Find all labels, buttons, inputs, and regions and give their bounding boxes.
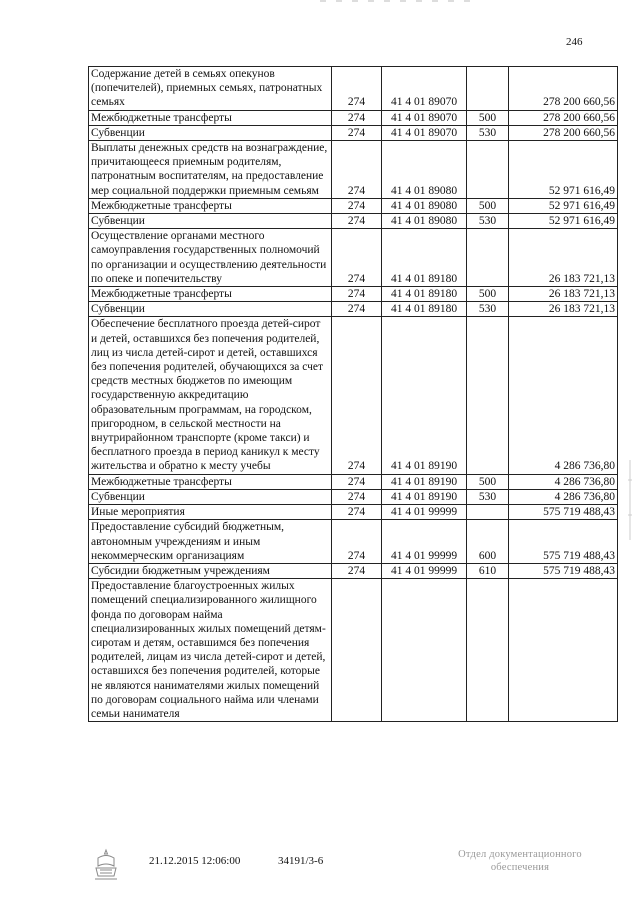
stamp-line-2: обеспечения xyxy=(490,862,550,873)
row-name-cell: Иные мероприятия xyxy=(89,505,332,520)
row-sum-cell: 4 286 736,80 xyxy=(509,474,618,489)
row-name-cell: Межбюджетные трансферты xyxy=(89,287,332,302)
scan-margin-mark xyxy=(625,460,635,540)
row-sum-cell: 278 200 660,56 xyxy=(509,67,618,111)
row-sum-cell: 52 971 616,49 xyxy=(509,198,618,213)
row-sum-cell: 26 183 721,13 xyxy=(509,229,618,287)
row-ved-cell: 274 xyxy=(332,563,382,578)
row-csr-cell xyxy=(382,579,467,722)
row-sum-cell: 26 183 721,13 xyxy=(509,302,618,317)
row-vr-cell xyxy=(467,141,509,199)
row-vr-cell: 500 xyxy=(467,474,509,489)
row-csr-cell: 41 4 01 89190 xyxy=(382,489,467,504)
table-row xyxy=(89,563,618,578)
row-csr-cell: 41 4 01 89180 xyxy=(382,302,467,317)
row-csr-cell: 41 4 01 89190 xyxy=(382,474,467,489)
table-row xyxy=(89,214,618,229)
row-ved-cell: 274 xyxy=(332,198,382,213)
row-name-cell: Субвенции xyxy=(89,214,332,229)
table-row xyxy=(89,302,618,317)
row-vr-cell: 500 xyxy=(467,287,509,302)
row-csr-cell: 41 4 01 89080 xyxy=(382,214,467,229)
row-sum-cell: 575 719 488,43 xyxy=(509,563,618,578)
scan-artifact-top xyxy=(300,0,500,4)
row-sum-cell: 278 200 660,56 xyxy=(509,125,618,140)
row-sum-cell: 278 200 660,56 xyxy=(509,110,618,125)
department-stamp xyxy=(440,848,600,874)
row-ved-cell: 274 xyxy=(332,125,382,140)
row-name-cell: Предоставление благоустроенных жилых помещений специализированного жилищного фонда по договорам найма специализированных жилых помещений детям-сиротам и детям, оставшимся без попечения родителей, лицам из числа детей-сирот и детей, оставшихся без попечения родителей, которые не являются нанимателями жилых помещений по договорам социального найма или членами семьи нанимателя xyxy=(89,579,332,722)
table-row xyxy=(89,67,618,111)
table-row xyxy=(89,317,618,474)
table-row xyxy=(89,141,618,199)
table-row xyxy=(89,287,618,302)
row-csr-cell: 41 4 01 89180 xyxy=(382,287,467,302)
row-name-cell: Субвенции xyxy=(89,125,332,140)
row-ved-cell: 274 xyxy=(332,489,382,504)
table-row xyxy=(89,229,618,287)
row-name-cell: Содержание детей в семьях опекунов (попечителей), приемных семьях, патронатных семьях xyxy=(89,67,332,111)
row-vr-cell: 610 xyxy=(467,563,509,578)
row-ved-cell: 274 xyxy=(332,110,382,125)
row-vr-cell: 600 xyxy=(467,520,509,564)
row-sum-cell: 52 971 616,49 xyxy=(509,214,618,229)
row-name-cell: Выплаты денежных средств на вознаграждение, причитающееся приемным родителям, патронатным воспитателям, на предоставление мер социальной поддержки приемным семьям xyxy=(89,141,332,199)
row-name-cell: Предоставление субсидий бюджетным, автономным учреждениям и иным некоммерческим организациям xyxy=(89,520,332,564)
row-vr-cell xyxy=(467,229,509,287)
row-sum-cell: 4 286 736,80 xyxy=(509,317,618,474)
row-csr-cell: 41 4 01 89080 xyxy=(382,141,467,199)
row-vr-cell xyxy=(467,579,509,722)
row-name-cell: Межбюджетные трансферты xyxy=(89,198,332,213)
row-name-cell: Субсидии бюджетным учреждениям xyxy=(89,563,332,578)
row-csr-cell: 41 4 01 89080 xyxy=(382,198,467,213)
footer-document-code: 34191/3-6 xyxy=(278,855,324,867)
table-row xyxy=(89,505,618,520)
row-sum-cell: 575 719 488,43 xyxy=(509,505,618,520)
table-row xyxy=(89,579,618,722)
row-vr-cell xyxy=(467,67,509,111)
row-vr-cell: 530 xyxy=(467,125,509,140)
row-ved-cell: 274 xyxy=(332,67,382,111)
budget-table xyxy=(88,66,618,722)
footer-date: 21.12.2015 12:06:00 xyxy=(149,855,241,867)
table-row xyxy=(89,198,618,213)
table-row xyxy=(89,474,618,489)
row-csr-cell: 41 4 01 89190 xyxy=(382,317,467,474)
row-ved-cell: 274 xyxy=(332,141,382,199)
row-vr-cell xyxy=(467,317,509,474)
row-ved-cell: 274 xyxy=(332,229,382,287)
row-ved-cell: 274 xyxy=(332,520,382,564)
row-csr-cell: 41 4 01 99999 xyxy=(382,520,467,564)
row-csr-cell: 41 4 01 89070 xyxy=(382,110,467,125)
budget-table-body xyxy=(89,67,618,722)
row-sum-cell: 4 286 736,80 xyxy=(509,489,618,504)
row-csr-cell: 41 4 01 89070 xyxy=(382,125,467,140)
row-ved-cell: 274 xyxy=(332,214,382,229)
row-name-cell: Субвенции xyxy=(89,489,332,504)
row-ved-cell xyxy=(332,579,382,722)
row-ved-cell: 274 xyxy=(332,474,382,489)
table-row xyxy=(89,520,618,564)
row-csr-cell: 41 4 01 99999 xyxy=(382,505,467,520)
row-vr-cell: 500 xyxy=(467,110,509,125)
row-name-cell: Осуществление органами местного самоуправления государственных полномочий по организации и осуществлению деятельности по опеке и попечительству xyxy=(89,229,332,287)
row-vr-cell: 530 xyxy=(467,489,509,504)
row-vr-cell: 530 xyxy=(467,214,509,229)
row-name-cell: Межбюджетные трансферты xyxy=(89,474,332,489)
row-ved-cell: 274 xyxy=(332,317,382,474)
row-name-cell: Субвенции xyxy=(89,302,332,317)
row-sum-cell: 26 183 721,13 xyxy=(509,287,618,302)
row-sum-cell: 575 719 488,43 xyxy=(509,520,618,564)
row-vr-cell: 530 xyxy=(467,302,509,317)
row-ved-cell: 274 xyxy=(332,287,382,302)
row-ved-cell: 274 xyxy=(332,505,382,520)
row-vr-cell xyxy=(467,505,509,520)
table-row xyxy=(89,125,618,140)
row-name-cell: Межбюджетные трансферты xyxy=(89,110,332,125)
row-csr-cell: 41 4 01 99999 xyxy=(382,563,467,578)
row-csr-cell: 41 4 01 89070 xyxy=(382,67,467,111)
row-name-cell: Обеспечение бесплатного проезда детей-сирот и детей, оставшихся без попечения родителей, лиц из числа детей-сирот и детей, оставшихся без попечения родителей, обучающихся за счет средств местных бюджетов по имеющим государственную аккредитацию образовательным программам, на городском, пригородном, в сельской местности на внутрирайонном транспорте (кроме такси) и бесплатного проезда в период каникул к месту жительства и обратно к месту учебы xyxy=(89,317,332,474)
row-csr-cell: 41 4 01 89180 xyxy=(382,229,467,287)
stamp-line-1: Отдел документационного xyxy=(458,849,582,860)
table-row xyxy=(89,110,618,125)
table-row xyxy=(89,489,618,504)
row-sum-cell: 52 971 616,49 xyxy=(509,141,618,199)
emblem-icon xyxy=(92,848,120,882)
row-vr-cell: 500 xyxy=(467,198,509,213)
row-ved-cell: 274 xyxy=(332,302,382,317)
row-sum-cell xyxy=(509,579,618,722)
page-number: 246 xyxy=(566,36,583,48)
